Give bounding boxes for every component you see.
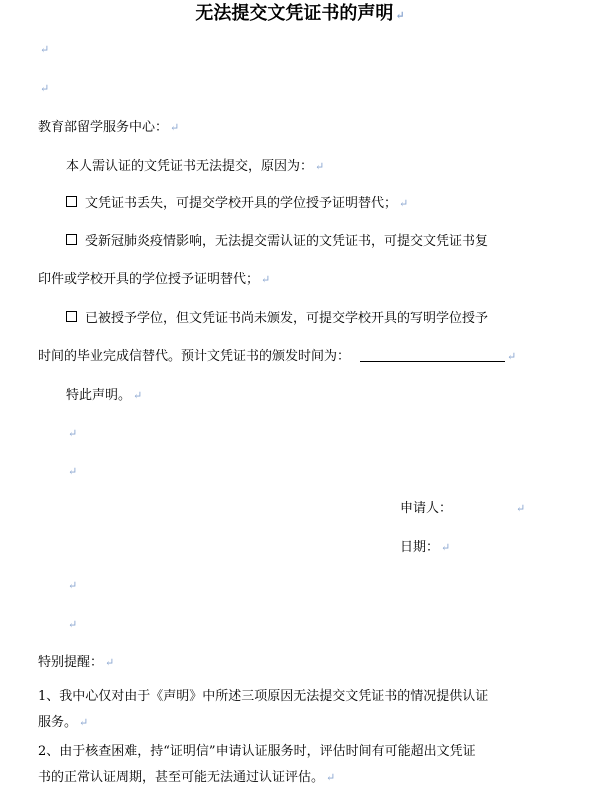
paragraph-mark-icon: ↵ — [68, 579, 78, 592]
paragraph-mark-icon: ↵ — [105, 656, 115, 669]
paragraph-mark-icon: ↵ — [507, 350, 517, 363]
date-signature-line: 日期： ↵ — [400, 540, 451, 555]
paragraph-mark-icon: ↵ — [133, 389, 143, 402]
empty-paragraph — [66, 462, 77, 482]
paragraph-mark-icon: ↵ — [40, 43, 50, 56]
paragraph-mark-icon: ↵ — [68, 427, 78, 440]
empty-paragraph — [38, 79, 49, 99]
checkbox-icon — [66, 311, 77, 322]
addressee-line: 教育部留学服务中心： ↵ — [38, 120, 180, 135]
option-lost-certificate: 文凭证书丢失，可提交学校开具的学位授予证明替代； ↵ — [66, 194, 408, 214]
paragraph-mark-icon: ↵ — [441, 541, 451, 554]
reminder-2-line2: 书的正常认证周期，甚至可能无法通过认证评估。 ↵ — [38, 770, 336, 785]
paragraph-mark-icon: ↵ — [79, 716, 89, 729]
intro-line: 本人需认证的文凭证书无法提交，原因为： ↵ — [66, 159, 325, 174]
paragraph-mark-icon: ↵ — [326, 771, 336, 784]
closing-line: 特此声明。 ↵ — [66, 388, 143, 403]
paragraph-mark-icon: ↵ — [170, 121, 180, 134]
reminder-heading: 特别提醒： ↵ — [38, 655, 115, 670]
option-not-issued-line2: 时间的毕业完成信替代。预计文凭证书的颁发时间为： ↵ — [38, 349, 517, 364]
empty-paragraph — [66, 615, 77, 635]
paragraph-mark-icon: ↵ — [315, 160, 325, 173]
paragraph-mark-icon: ↵ — [40, 82, 50, 95]
paragraph-mark-icon: ↵ — [261, 273, 271, 286]
document-title: 无法提交文凭证书的声明 ↵ — [195, 3, 405, 24]
paragraph-mark-icon: ↵ — [516, 502, 526, 515]
empty-paragraph — [38, 40, 49, 60]
empty-paragraph — [66, 576, 77, 596]
reminder-2-line1: 2、由于核查困难，持“证明信”申请认证服务时，评估时间有可能超出文凭证 — [38, 744, 476, 759]
checkbox-icon — [66, 234, 77, 245]
option-covid-line2: 印件或学校开具的学位授予证明替代； ↵ — [38, 272, 271, 287]
paragraph-mark-icon: ↵ — [399, 197, 409, 210]
option-covid-line1: 受新冠肺炎疫情影响，无法提交需认证的文凭证书，可提交文凭证书复 — [66, 232, 488, 252]
paragraph-mark-icon: ↵ — [68, 465, 78, 478]
reminder-1-line1: 1、我中心仅对由于《声明》中所述三项原因无法提交文凭证书的情况提供认证 — [38, 689, 489, 704]
reminder-1-line2: 服务。 ↵ — [38, 715, 89, 730]
paragraph-mark-icon: ↵ — [395, 9, 405, 22]
applicant-signature-line: 申请人： ↵ — [400, 501, 526, 516]
option-not-issued-line1: 已被授予学位，但文凭证书尚未颁发，可提交学校开具的写明学位授予 — [66, 309, 488, 329]
date-blank-underline[interactable] — [360, 349, 505, 362]
paragraph-mark-icon: ↵ — [68, 618, 78, 631]
checkbox-icon — [66, 196, 77, 207]
empty-paragraph — [66, 424, 77, 444]
